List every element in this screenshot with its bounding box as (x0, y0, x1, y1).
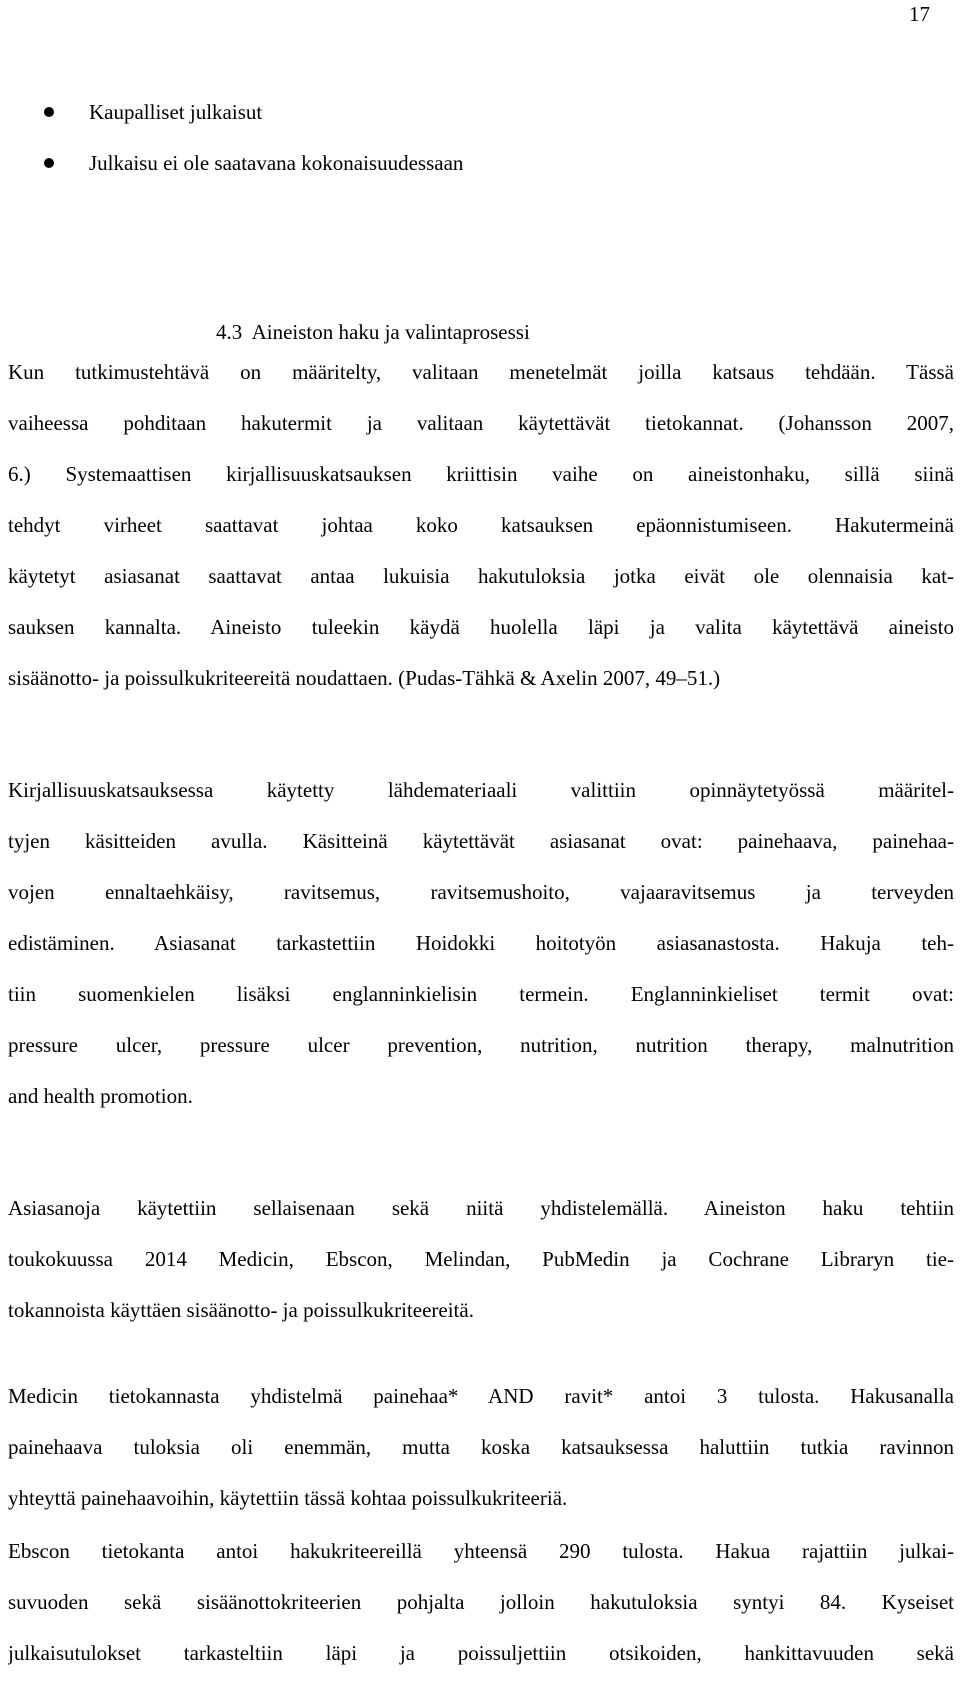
section-heading: 4.3 Aineiston haku ja valintaprosessi (216, 320, 530, 344)
bullet-item (44, 143, 463, 194)
bullet-icon (44, 158, 54, 168)
text-line: vaiheessa pohditaan hakutermit ja valitaan käytettävät tietokannat. (Johansson 2007, (8, 411, 954, 435)
bullet-item (44, 92, 463, 143)
text-line: suvuoden sekä sisäänottokriteerien pohjalta jolloin hakutuloksia syntyi 84. Kyseiset (8, 1590, 954, 1614)
text-line: sisäänotto- ja poissulkukriteereitä noudattaen. (Pudas-Tähkä & Axelin 2007, 49–51.) (8, 666, 721, 690)
text-line: julkaisutulokset tarkasteltiin läpi ja poissuljettiin otsikoiden, hankittavuuden sekä (8, 1641, 954, 1665)
text-line: käytetyt asiasanat saattavat antaa lukuisia hakutuloksia jotka eivät ole olennaisia kat- (8, 564, 954, 588)
text-line: Medicin tietokannasta yhdistelmä painehaa* AND ravit* antoi 3 tulosta. Hakusanalla (8, 1384, 954, 1408)
text-line: sauksen kannalta. Aineisto tuleekin käydä huolella läpi ja valita käytettävä aineisto (8, 615, 954, 639)
text-line: painehaava tuloksia oli enemmän, mutta koska katsauksessa haluttiin tutkia ravinnon (8, 1435, 954, 1459)
paragraph (8, 770, 954, 1127)
text-line: Kirjallisuuskatsauksessa käytetty lähdemateriaali valittiin opinnäytetyössä määritel- (8, 778, 954, 802)
text-line: and health promotion. (8, 1084, 193, 1108)
text-line: Ebscon tietokanta antoi hakukriteereillä yhteensä 290 tulosta. Hakua rajattiin julkai- (8, 1539, 954, 1563)
text-line: toukokuussa 2014 Medicin, Ebscon, Melindan, PubMedin ja Cochrane Libraryn tie- (8, 1247, 954, 1271)
text-line: Kun tutkimustehtävä on määritelty, valitaan menetelmät joilla katsaus tehdään. Tässä (8, 360, 954, 384)
bullet-text: Julkaisu ei ole saatavana kokonaisuudessaan (89, 151, 464, 175)
text-line: vojen ennaltaehkäisy, ravitsemus, ravitsemushoito, vajaaravitsemus ja terveyden (8, 880, 954, 904)
text-line: yhteyttä painehaavoihin, käytettiin tässä kohtaa poissulkukriteeriä. (8, 1486, 568, 1510)
page-number: 17 (909, 2, 930, 26)
text-line: Asiasanoja käytettiin sellaisenaan sekä niitä yhdistelemällä. Aineiston haku tehtiin (8, 1196, 954, 1220)
paragraph (8, 352, 954, 709)
bullet-list (44, 92, 463, 194)
text-line: 6.) Systemaattisen kirjallisuuskatsauksen kriittisin vaihe on aineistonhaku, sillä siinä (8, 462, 954, 486)
text-line: tyjen käsitteiden avulla. Käsitteinä käytettävät asiasanat ovat: painehaava, painehaa- (8, 829, 954, 853)
bullet-text: Kaupalliset julkaisut (89, 100, 263, 124)
text-line: edistäminen. Asiasanat tarkastettiin Hoidokki hoitotyön asiasanastosta. Hakuja teh- (8, 931, 954, 955)
text-line: tehdyt virheet saattavat johtaa koko katsauksen epäonnistumiseen. Hakutermeinä (8, 513, 954, 537)
bullet-icon (44, 107, 54, 117)
paragraph (8, 1376, 954, 1529)
paragraph (8, 1188, 954, 1341)
text-line: pressure ulcer, pressure ulcer prevention, nutrition, nutrition therapy, malnutrition (8, 1033, 954, 1057)
text-line: tokannoista käyttäen sisäänotto- ja poissulkukriteereitä. (8, 1298, 474, 1322)
paragraph (8, 1531, 954, 1684)
text-line: tiin suomenkielen lisäksi englanninkielisin termein. Englanninkieliset termit ovat: (8, 982, 954, 1006)
